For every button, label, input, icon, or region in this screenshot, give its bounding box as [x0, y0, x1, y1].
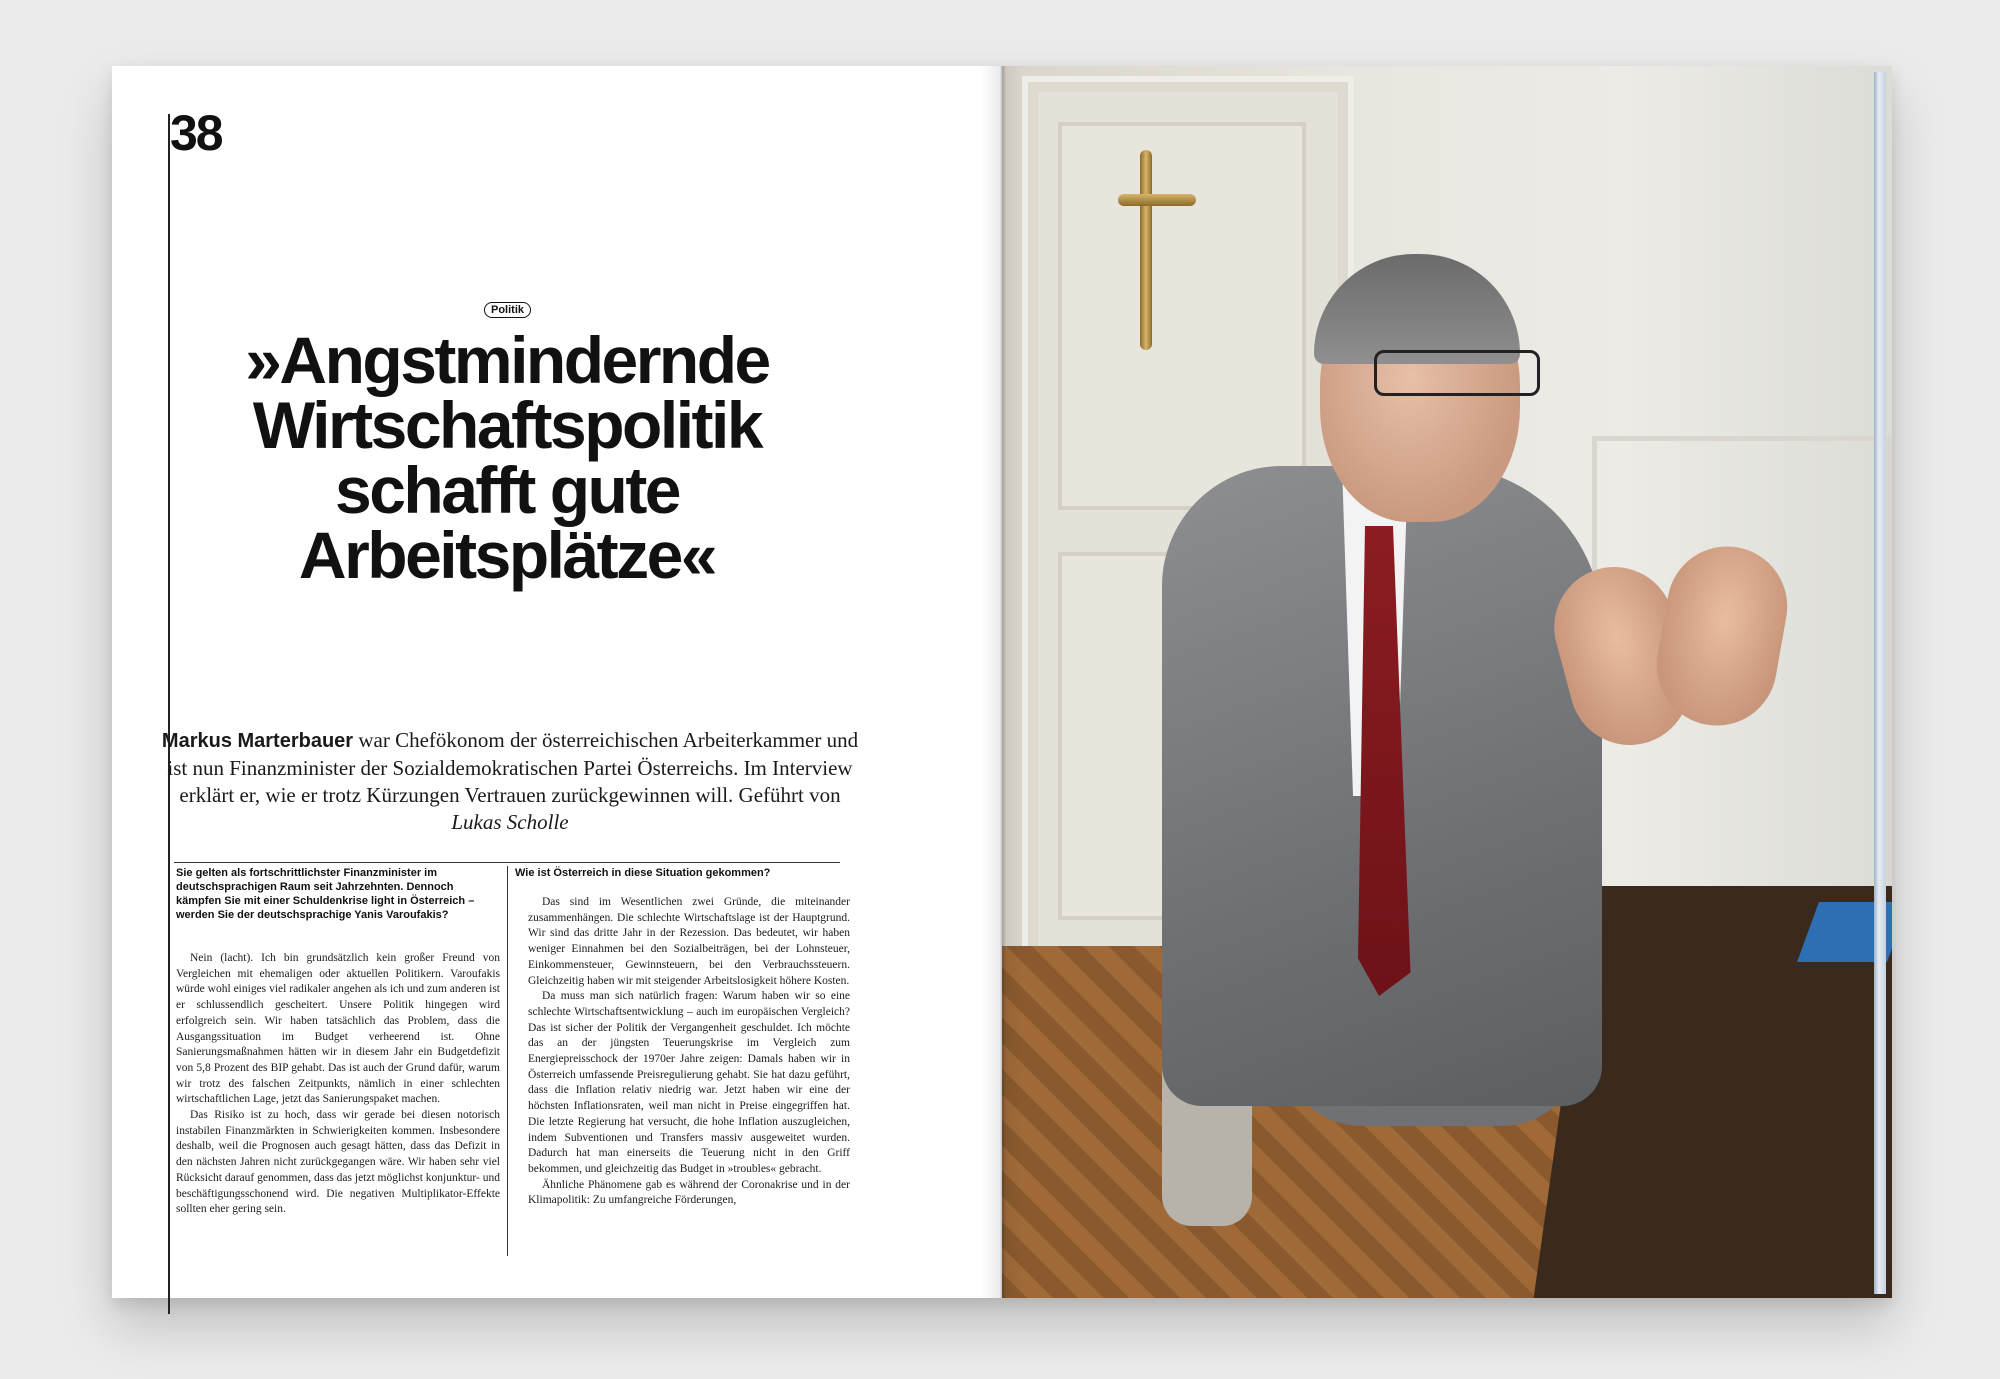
interview-question-1: Sie gelten als fortschrittlichster Finanzminister im deutschsprachigen Raum seit Jahrzehnten. Dennoch kämpfen Sie mit einer Schuldenkrise light in Österreich – werden Sie der deutschsprachige Yanis Varoufakis?: [176, 867, 475, 921]
vertical-rule: [168, 114, 170, 1314]
door-panel: [1058, 122, 1306, 510]
answer-paragraph: Nein (lacht). Ich bin grundsätzlich kein großer Freund von Vergleichen mit ehemaligen oder aktuellen Politikern. Varoufakis würde wohl einiges viel radikaler angehen als ich und zum anderen ist er schlussendlich gescheitert. Unsere Politik hingegen wird erfolgreich sein. Wir haben tatsächlich das Problem, dass die Ausgangssituation im Budget verheerend ist. Ohne Sanierungsmaßnahmen hätten wir in diesem Jahr ein Budgetdefizit von 5,8 Prozent des BIP gehabt. Das ist auch der Grund dafür, warum wir trotz des falschen Zeitpunkts, nämlich in einer schlechten wirtschaftlichen Lage, jetzt das Sanierungspaket machen.: [176, 952, 500, 1106]
headline-line: Arbeitsplätze«: [298, 518, 716, 592]
lede: [160, 727, 860, 836]
left-page: [112, 66, 1002, 1298]
horizontal-rule: [174, 862, 840, 863]
door-handle-bar: [1118, 194, 1196, 206]
photo-glasses: [1374, 350, 1540, 396]
door-handle: [1140, 150, 1152, 350]
interview-question-2: Wie ist Österreich in diese Situation gekommen?: [515, 867, 771, 879]
author-name: Lukas Scholle: [451, 810, 569, 834]
column-rule: [507, 866, 508, 1256]
portrait-photo: [1002, 66, 1892, 1298]
page-edge-right: [1874, 72, 1886, 1294]
page-number: 38: [170, 105, 222, 161]
headline: [162, 323, 852, 592]
answer-paragraph: Das Risiko ist zu hoch, dass wir gerade bei diesen notorisch instabilen Finanzmärkten in Schwierigkeiten kommen. Insbesondere deshalb, weil die Prognosen auch gesagt hätten, dass das Defizit in den nächsten Jahren nicht zurückgegangen wäre. Wir haben sehr viel Rücksicht darauf genommen, dass das jetzt möglichst konjunktur- und beschäftigungsschonend wird. Die negativen Multiplikator-Effekte sollten eher gering sein.: [176, 1109, 500, 1216]
section-kicker: Politik: [484, 302, 531, 318]
magazine-spread: [112, 66, 1892, 1298]
interviewee-name: Markus Marterbauer: [161, 730, 354, 752]
answer-paragraph: Da muss man sich natürlich fragen: Warum haben wir so eine schlechte Wirtschaftsentwicklung – auch im europäischen Vergleich? Das ist sicher der Politik der Vergangenheit geschuldet. Ich möchte das an der jüngsten Teuerungskrise im Vergleich zum Energiepreisschock der 1970er Jahre zeigen: Damals haben wir in Österreich umfassende Preisregulierung gehabt. Sie hat dazu geführt, dass die Inflation relativ niedrig war. Jetzt haben wir eine der höchsten Inflationsraten, weil man nicht in Preise eingegriffen hat. Die letzte Regierung hat versucht, die hohe Inflation auszugleichen, indem Subventionen und Transfers massiv ausgeweitet wurden. Dadurch hat man einerseits die Teuerung nicht in den Griff bekommen, und gleichzeitig das Budget in »troubles« gebracht.: [528, 990, 850, 1175]
lede-text: war Chefökonom der österreichischen Arbeiterkammer und ist nun Finanzminister der Sozialdemokratischen Partei Österreichs. Im Interview erklärt er, wie er trotz Kürzungen Vertrauen zurückgewinnen will. Geführt von: [167, 728, 859, 807]
answer-column-2: [528, 895, 850, 1209]
answer-column-1: [176, 951, 500, 1218]
answer-paragraph: Das sind im Wesentlichen zwei Gründe, die miteinander zusammenhängen. Die schlechte Wirtschaftslage ist der Hauptgrund. Wir sind das dritte Jahr in der Rezession. Das bedeutet, wir haben weniger Einnahmen bei den Sozialbeiträgen, bei der Lohnsteuer, Einkommensteuer, Gewinnsteuern, bei den Verbrauchssteuern. Gleichzeitig haben wir mit steigender Arbeitslosigkeit höhere Kosten.: [528, 896, 850, 987]
headline-line: Wirtschaftspolitik: [252, 388, 762, 462]
headline-line: »Angstmindernde: [245, 323, 769, 397]
answer-paragraph: Ähnliche Phänomene gab es während der Coronakrise und in der Klimapolitik: Zu umfangreiche Förderungen,: [528, 1178, 850, 1207]
headline-line: schafft gute: [334, 453, 680, 527]
